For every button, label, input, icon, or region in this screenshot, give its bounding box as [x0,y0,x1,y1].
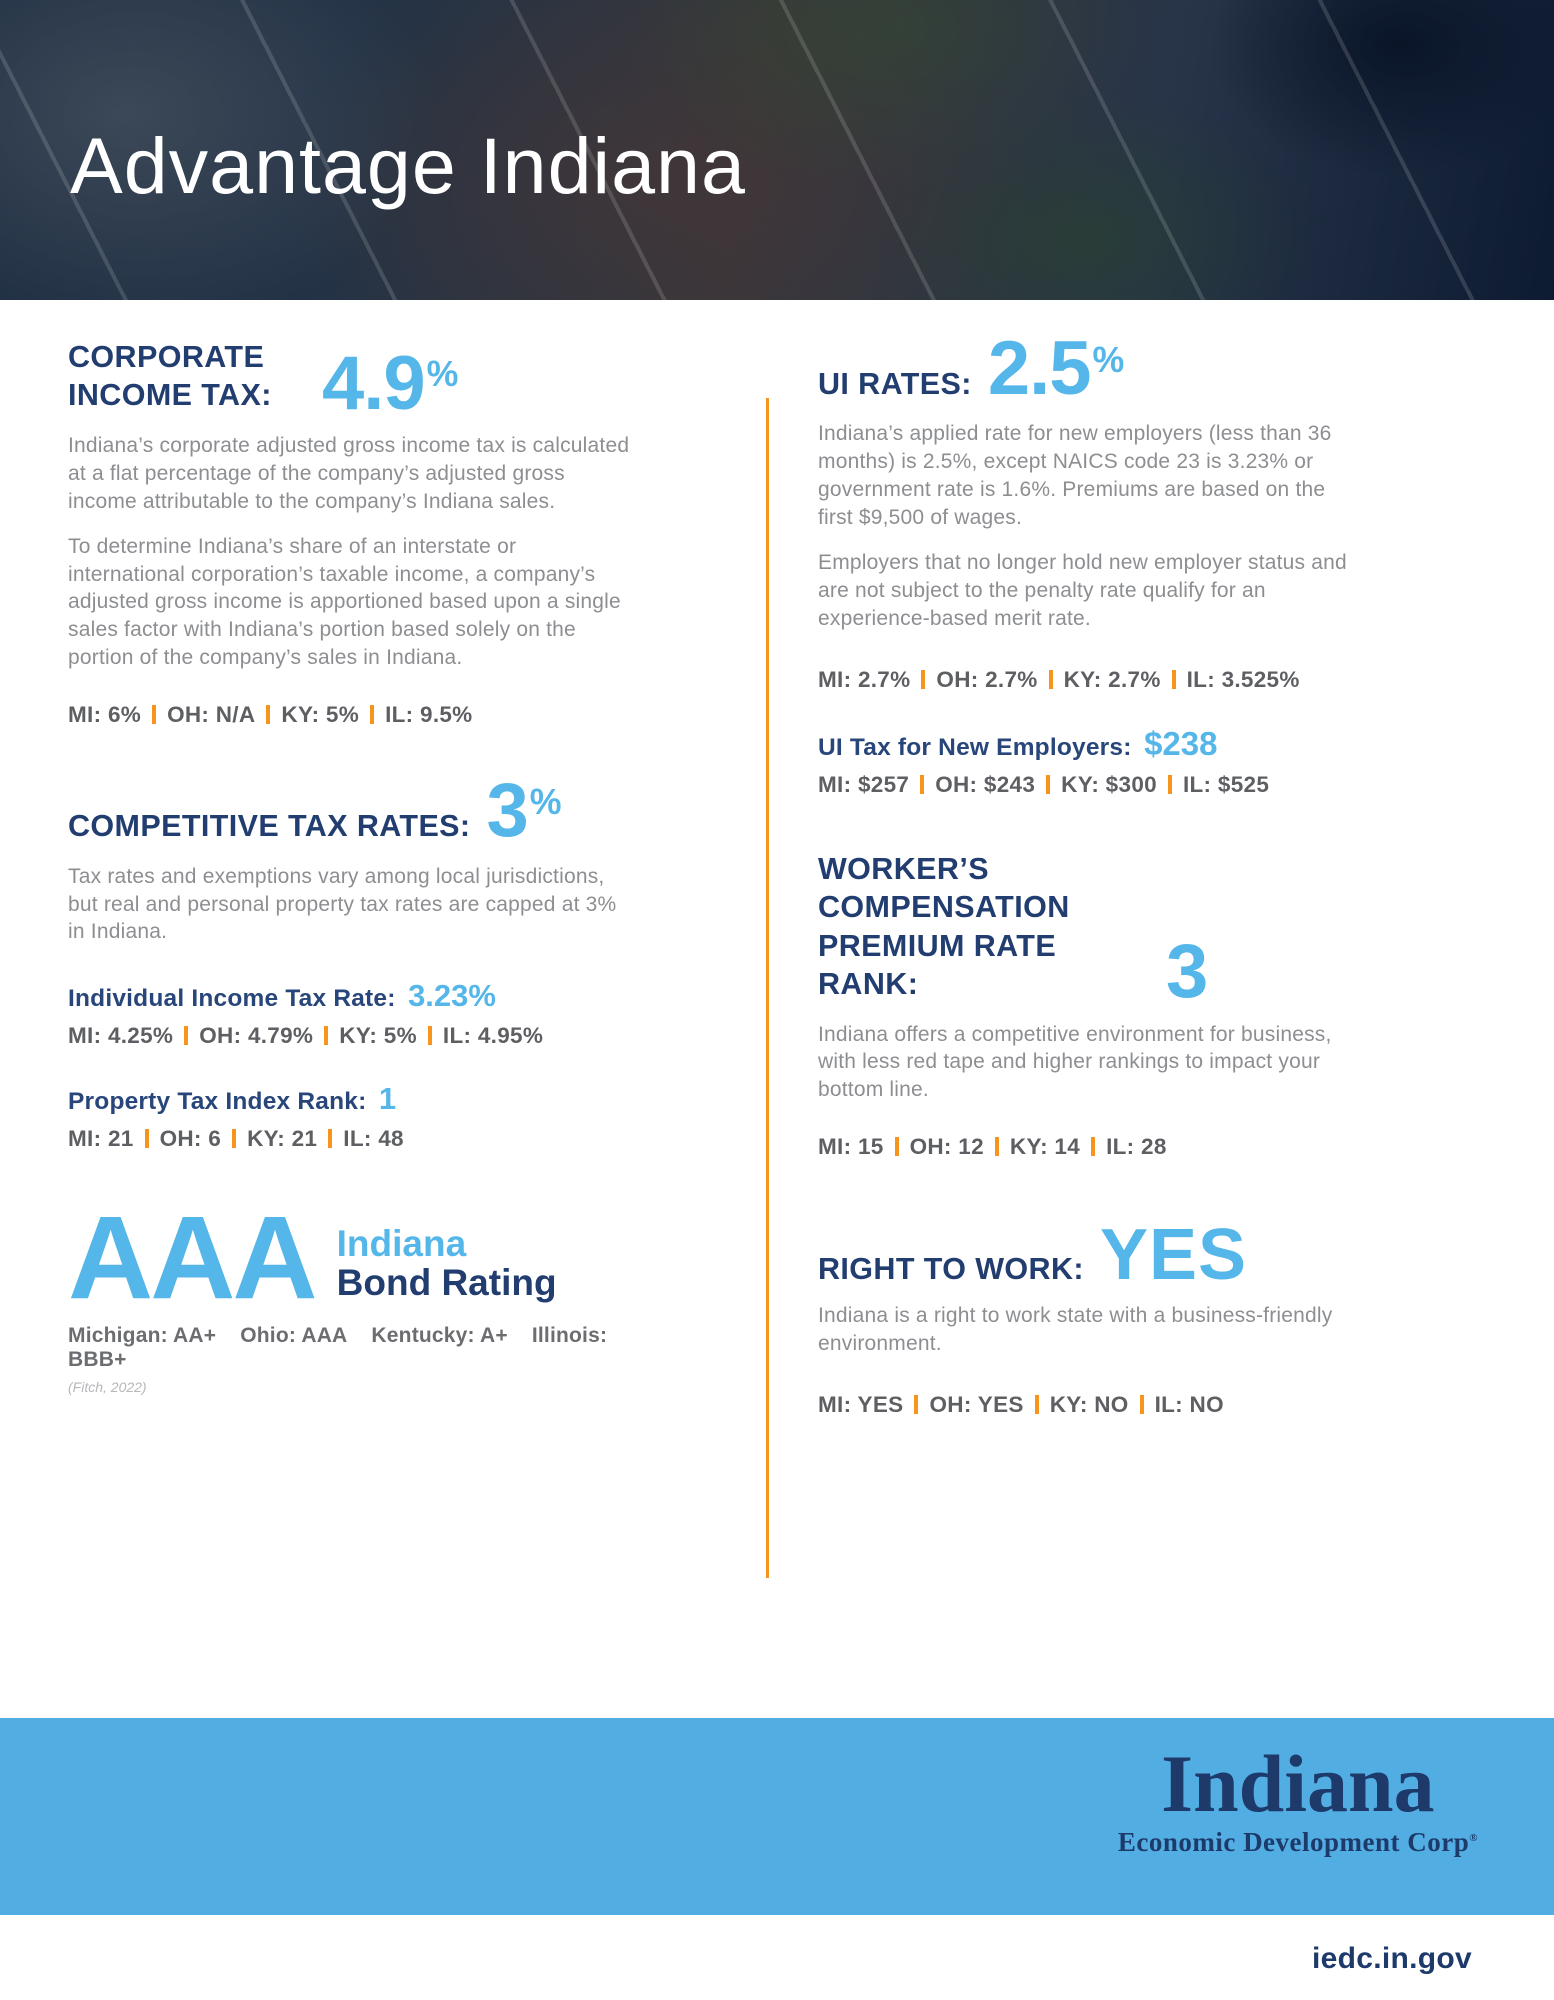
substat-label: UI Tax for New Employers: [818,733,1132,761]
state-stat: MI: YES [818,1391,904,1417]
stat-separator [145,1129,149,1148]
content-columns [0,300,1554,1418]
state-stat: OH: $243 [935,771,1036,797]
hero-aerial-photo [0,0,1554,300]
state-stat: MI: 2.7% [818,666,911,692]
state-stat: MI: 4.25% [68,1023,174,1049]
stat-separator [184,1026,188,1045]
stat-separator [995,1137,999,1156]
state-comparison-row [68,1023,630,1049]
state-stat: IL: NO [1154,1391,1224,1417]
section-heading-row [818,1215,1363,1296]
stat-separator [1168,775,1172,794]
state-stat: Ohio: AAA [240,1324,348,1348]
bond-rating-row [68,1192,630,1325]
state-stat: KY: 21 [247,1126,318,1152]
stat-separator [232,1129,236,1148]
iedc-logo [1117,1738,1478,1858]
body-paragraph: Tax rates and exemptions vary among local jurisdictions, but real and personal property tax rates are capped at 3% in Indiana. [68,864,617,944]
website-link[interactable]: iedc.in.gov [1312,1942,1472,1975]
section-corporate-income-tax [68,338,630,728]
stat-separator [1035,1395,1039,1414]
percent-sign: % [529,782,562,823]
substat-value: 3.23% [408,978,496,1014]
stat-separator [1046,775,1050,794]
state-stat: Kentucky: A+ [371,1324,508,1348]
section-competitive-tax-rates [68,768,630,1152]
body-paragraph: To determine Indiana’s share of an interstate or international corporation’s taxable income, a company’s adjusted gross income is apportioned based upon a single sales factor with Indiana’s portion based solely on the portion of the company’s sales in Indiana. [68,534,621,670]
state-stat: KY: $300 [1061,771,1157,797]
section-heading: WORKER’S COMPENSATION PREMIUM RATE RANK: [818,851,1070,1002]
stat-separator [428,1026,432,1045]
stat-separator [152,705,156,724]
state-stat: MI: $257 [818,771,910,797]
state-stat: IL: $525 [1182,771,1270,797]
stat-separator [370,705,374,724]
stat-separator [1091,1137,1095,1156]
state-stat: IL: 28 [1106,1134,1167,1160]
state-comparison-row [68,1126,630,1152]
bond-comparison-row [68,1324,630,1372]
state-stat: OH: 6 [159,1126,222,1152]
section-heading: COMPETITIVE TAX RATES: [68,809,471,844]
state-stat: OH: 12 [909,1134,984,1160]
substat-value: $238 [1144,724,1218,762]
stat-separator [324,1026,328,1045]
body-paragraph: Indiana’s corporate adjusted gross income tax is calculated at a flat percentage of the company’s adjusted gross income attributable to the company’s Indiana sales. [68,433,630,513]
stat-number: 3 [486,768,528,854]
state-stat: IL: 9.5% [385,702,473,728]
state-stat: KY: 14 [1009,1134,1081,1160]
state-stat: KY: 5% [281,702,360,728]
state-stat: OH: N/A [167,702,256,728]
fitch-source: (Fitch, 2022) [68,1379,147,1396]
stat-separator [266,705,270,724]
state-stat: IL: 48 [343,1126,404,1152]
state-comparison-row [818,1134,1363,1160]
state-stat: OH: 2.7% [936,666,1038,692]
state-stat: MI: 6% [68,702,142,728]
logo-subtitle-text: Economic Development Corp [1117,1826,1470,1857]
state-stat: OH: 4.79% [199,1023,314,1049]
section-heading: RIGHT TO WORK: [818,1252,1084,1287]
section-heading-row [818,326,1363,411]
percent-sign: % [1092,339,1125,380]
stat-separator [1172,670,1176,689]
stat-highlight-value [1166,929,1208,1015]
footer-band [0,1718,1554,1915]
page-title: Advantage Indiana [70,121,746,210]
state-stat: KY: NO [1049,1391,1129,1417]
stat-separator [1140,1395,1144,1414]
percent-sign: % [426,354,459,395]
property-tax-index-rank [68,1081,630,1117]
stat-separator [920,775,924,794]
state-stat: OH: YES [929,1391,1024,1417]
stat-number: YES [1099,1215,1248,1296]
stat-highlight-value [987,326,1125,411]
state-stat: KY: 5% [339,1023,417,1049]
section-heading: UI RATES: [818,367,972,401]
section-ui-rates [818,326,1363,798]
right-column [818,326,1363,1418]
ui-tax-new-employers [818,725,1363,763]
body-paragraph: Indiana’s applied rate for new employers (less than 36 months) is 2.5%, except NAICS code 23 is 3.23% or government rate is 1.6%. Premiums are based on the first $9,500 of wages. [818,422,1332,530]
state-comparison-row [68,702,630,728]
substat-label: Property Tax Index Rank: [68,1088,367,1116]
stat-separator [914,1395,918,1414]
logo-subtitle [1118,1827,1478,1858]
substat-label: Individual Income Tax Rate: [68,985,396,1013]
section-heading-row [68,338,630,426]
section-heading-row [68,768,630,854]
section-heading-row [818,850,1363,1015]
individual-income-tax-rate [68,978,630,1014]
stat-number: 4.9 [322,340,425,426]
state-comparison-row [818,667,1363,693]
bond-label-indiana: Indiana [336,1222,467,1264]
section-bond-rating [68,1192,630,1396]
stat-separator [921,670,925,689]
stat-number: 3 [1166,929,1208,1015]
body-paragraph: Indiana offers a competitive environment for business, with less red tape and higher rankings to impact your bottom line. [818,1022,1332,1102]
bond-rating-label [336,1222,557,1303]
section-right-to-work [818,1215,1363,1417]
stat-highlight-value [322,340,459,426]
section-heading: CORPORATE INCOME TAX: [68,340,272,413]
substat-value: 1 [378,1081,397,1117]
stat-number: 2.5 [987,326,1091,411]
stat-highlight-value [1099,1215,1248,1296]
stat-highlight-value [486,768,562,854]
left-column [68,338,630,1418]
state-stat: Illinois: BBB+ [68,1324,608,1372]
stat-separator [328,1129,332,1148]
state-comparison-row [818,772,1363,798]
state-stat: MI: 21 [68,1126,134,1152]
state-stat: IL: 4.95% [442,1023,544,1049]
stat-separator [895,1137,899,1156]
state-stat: KY: 2.7% [1063,666,1161,692]
registered-mark: ® [1469,1831,1478,1844]
section-workers-comp [818,850,1363,1160]
body-paragraph: Employers that no longer hold new employer status and are not subject to the penalty rate qualify for an experience-based merit rate. [818,551,1347,630]
state-comparison-row [818,1392,1363,1418]
body-paragraph: Indiana is a right to work state with a business-friendly environment. [818,1303,1333,1355]
state-stat: Michigan: AA+ [68,1324,217,1348]
logo-wordmark: Indiana [1161,1738,1435,1829]
stat-separator [1049,670,1053,689]
aaa-rating: AAA [68,1192,315,1325]
state-stat: IL: 3.525% [1186,666,1300,692]
state-stat: MI: 15 [818,1134,884,1160]
bond-label-bond-rating: Bond Rating [336,1261,557,1303]
